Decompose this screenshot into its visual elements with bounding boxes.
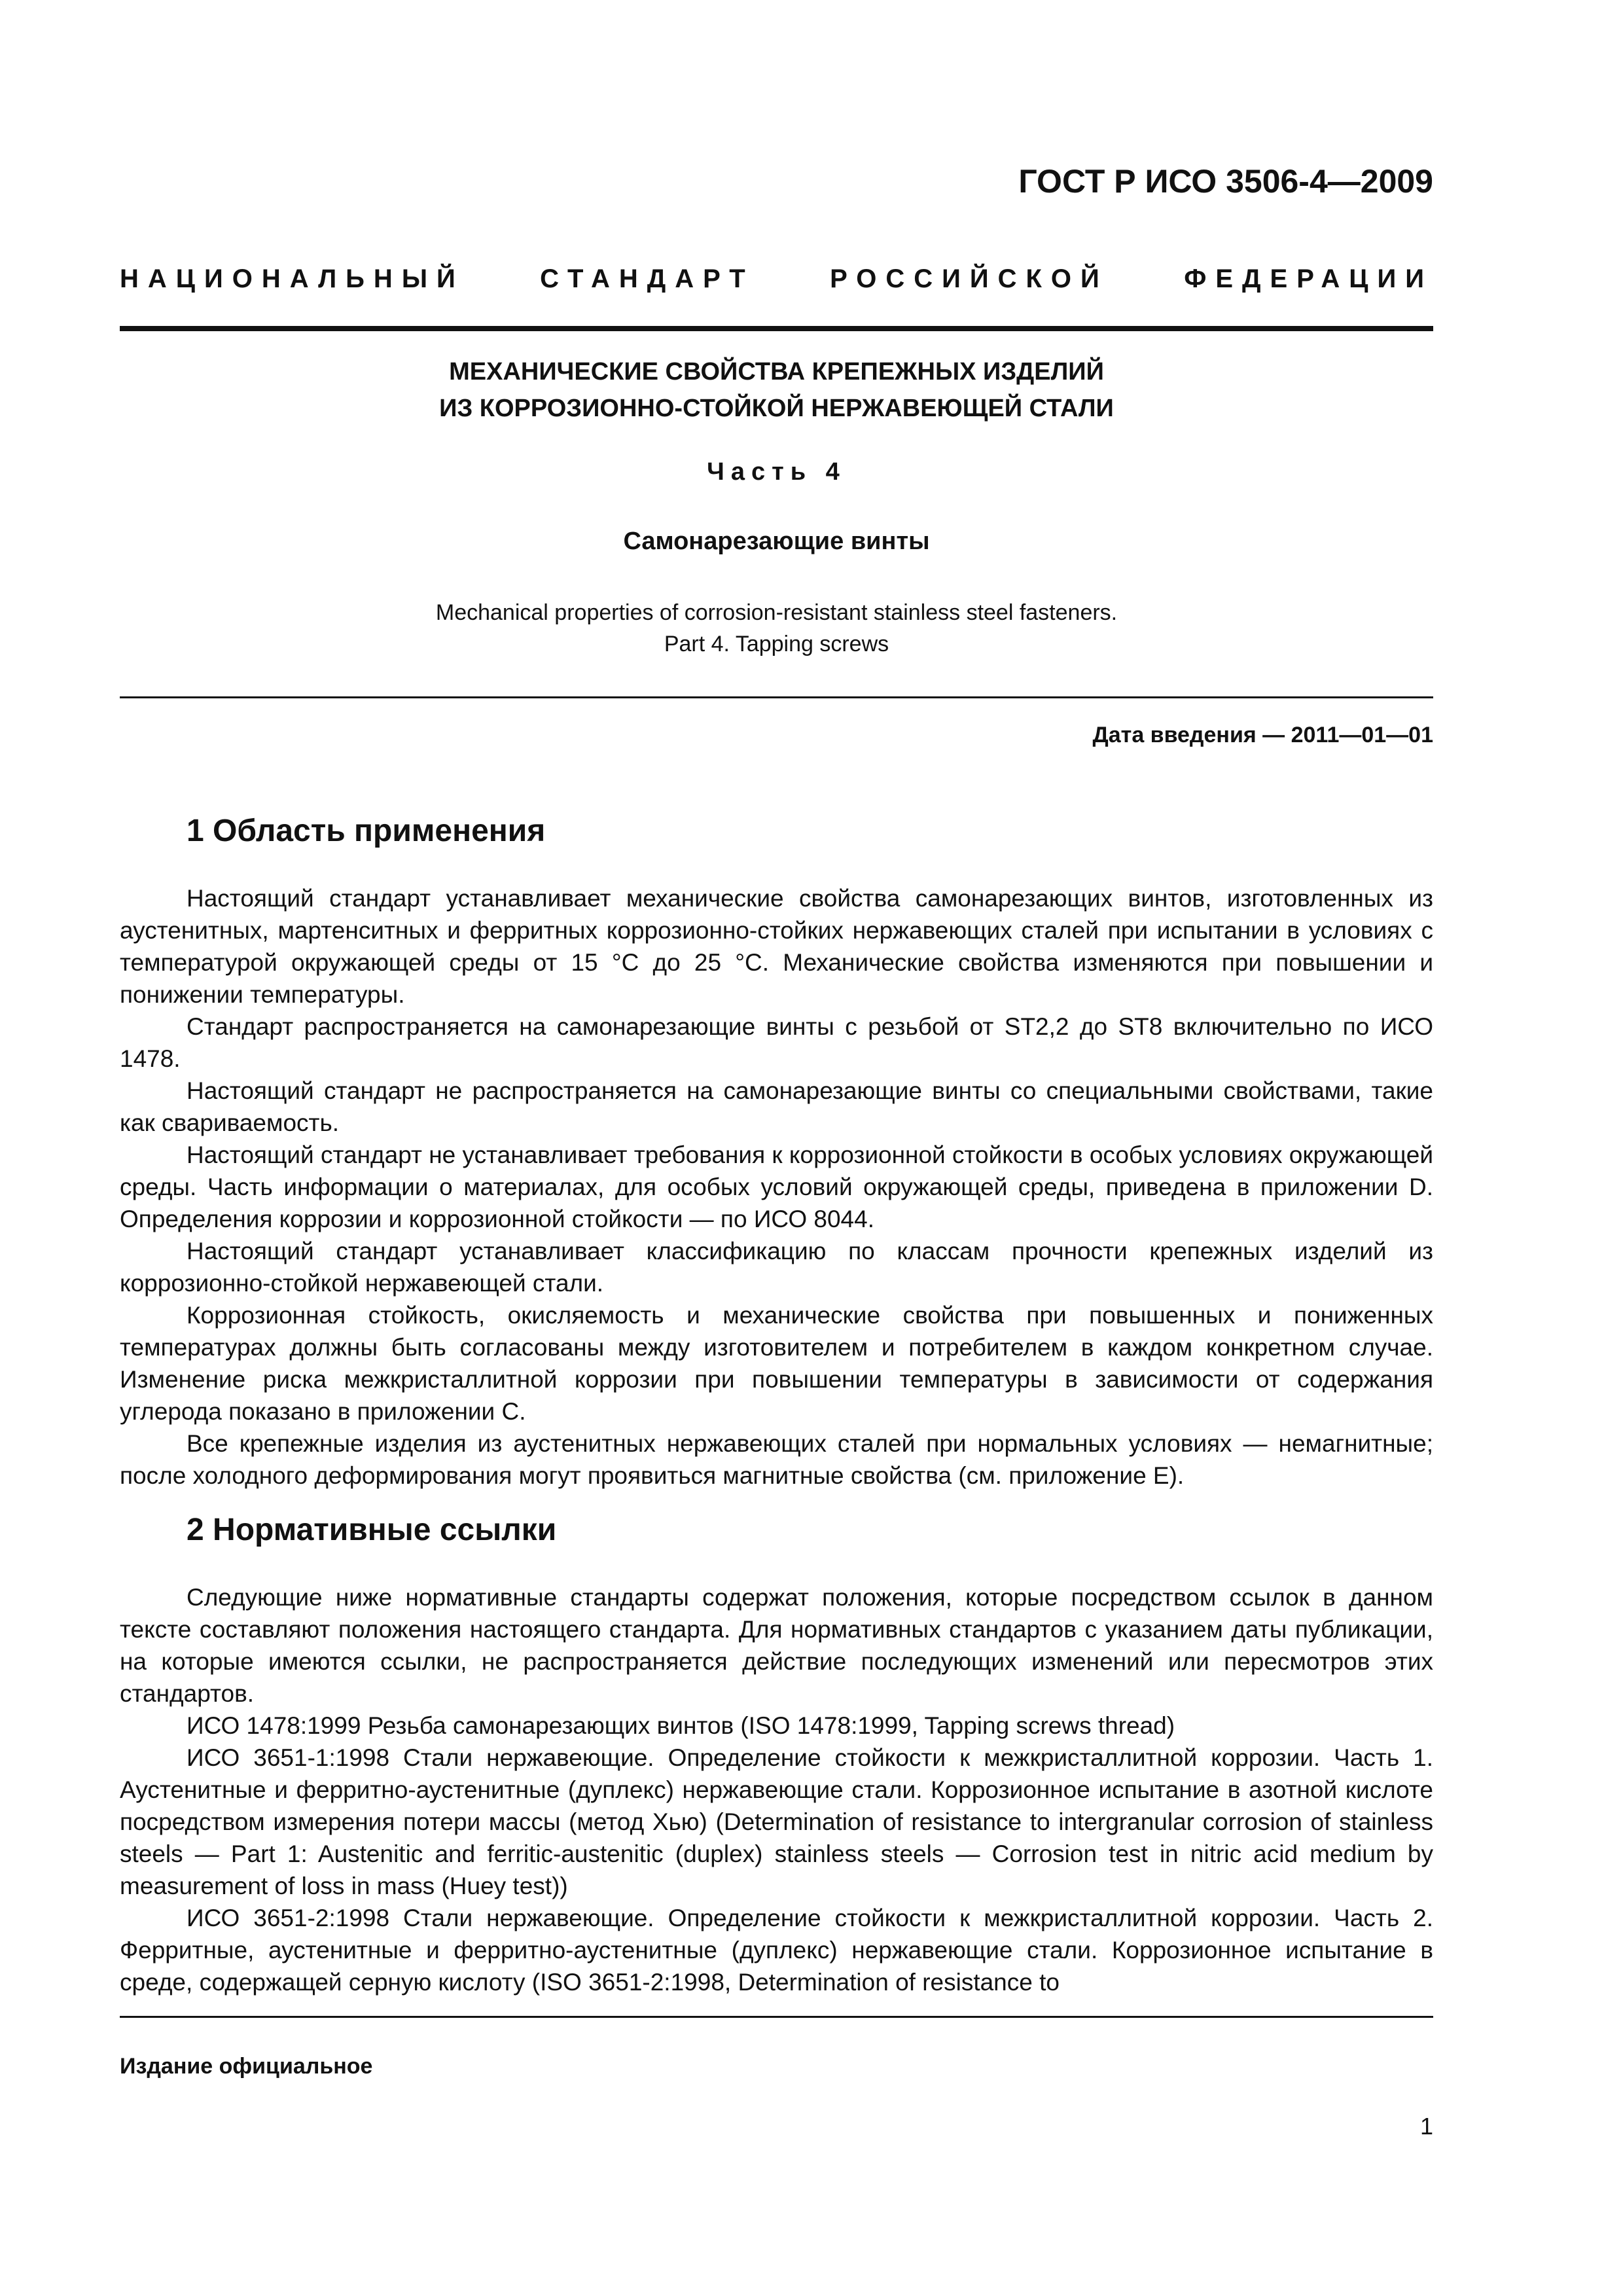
section-2-reference-iso-3651-1: ИСО 3651-1:1998 Стали нержавеющие. Определение стойкости к межкристаллитной коррозии. Часть 1. Аустенитные и ферритно-аустенитные (дуплекс) нержавеющие стали. Коррозионное испытание в азотной кислоте посредством измерения потери массы (метод Хью) (Determination of resistance to intergranular corrosion of stainless steels — Part 1: Austenitic and ferritic-austenitic (duplex) stainless steels — Corrosion test in nitric acid medium by measurement of loss in mass (Huey test))	[120, 1744, 1433, 1899]
section-1-paragraph-5: Настоящий стандарт устанавливает классификацию по классам прочности крепежных изделий из коррозионно-стойкой нержавеющей стали.	[120, 1238, 1433, 1297]
page-number: 1	[1419, 2113, 1433, 2140]
national-title-word-1: НАЦИОНАЛЬНЫЙ	[120, 264, 465, 293]
title-line-1: МЕХАНИЧЕСКИЕ СВОЙСТВА КРЕПЕЖНЫХ ИЗДЕЛИЙ	[449, 358, 1104, 386]
title-line-2: ИЗ КОРРОЗИОННО-СТОЙКОЙ НЕРЖАВЕЮЩЕЙ СТАЛИ	[439, 395, 1114, 422]
standard-number: ГОСТ Р ИСО 3506-4—2009	[1018, 163, 1433, 200]
footer-divider	[120, 2016, 1433, 2018]
section-2-reference-iso-3651-2: ИСО 3651-2:1998 Стали нержавеющие. Определение стойкости к межкристаллитной коррозии. Часть 2. Ферритные, аустенитные и ферритно-аустенитные (дуплекс) нержавеющие стали. Коррозионное испытание в среде, содержащей серную кислоту (ISO 3651-2:1998, Determination of resistance to	[120, 1905, 1433, 1996]
header-divider-thick	[120, 326, 1433, 331]
official-edition-label: Издание официальное	[120, 2054, 373, 2079]
document-subtitle: Самонарезающие винты	[623, 528, 930, 555]
english-title-line-2: Part 4. Tapping screws	[664, 632, 889, 656]
section-1-paragraph-7: Все крепежные изделия из аустенитных нержавеющих сталей при нормальных условиях — немагнитные; после холодного деформирования могут проявиться магнитные свойства (см. приложение Е).	[120, 1430, 1433, 1489]
section-2-reference-iso-1478: ИСО 1478:1999 Резьба самонарезающих винтов (ISO 1478:1999, Tapping screws thread)	[187, 1712, 1175, 1739]
national-standard-title	[120, 264, 1433, 294]
national-title-word-3: РОССИЙСКОЙ	[830, 264, 1109, 293]
section-2-paragraph-1: Следующие ниже нормативные стандарты содержат положения, которые посредством ссылок в данном тексте составляют положения настоящего стандарта. Для нормативных стандартов с указанием даты публикации, на которые имеются ссылки, не распространяется действие последующих изменений или пересмотров этих стандартов.	[120, 1584, 1433, 1707]
section-2-heading: 2 Нормативные ссылки	[187, 1513, 557, 1547]
document-title	[120, 353, 1433, 427]
section-1-paragraph-1: Настоящий стандарт устанавливает механические свойства самонарезающих винтов, изготовленных из аустенитных, мартенситных и ферритных коррозионно-стойких нержавеющих сталей при испытании в условиях с температурой окружающей среды от 15 °С до 25 °С. Механические свойства изменяются при повышении и понижении температуры.	[120, 885, 1433, 1008]
section-1-paragraph-3: Настоящий стандарт не распространяется на самонарезающие винты со специальными свойствами, такие как свариваемость.	[120, 1077, 1433, 1136]
introduction-date: Дата введения — 2011—01—01	[1092, 723, 1433, 747]
section-1-paragraph-4: Настоящий стандарт не устанавливает требования к коррозионной стойкости в особых условиях окружающей среды. Часть информации о материалах, для особых условий окружающей среды, приведена в приложении D. Определения коррозии и коррозионной стойкости — по ИСО 8044.	[120, 1141, 1433, 1232]
english-title-line-1: Mechanical properties of corrosion-resistant stainless steel fasteners.	[435, 600, 1118, 625]
title-divider	[120, 696, 1433, 698]
section-1-paragraph-2: Стандарт распространяется на самонарезающие винты с резьбой от ST2,2 до ST8 включительно по ИСО 1478.	[120, 1013, 1433, 1072]
english-title	[120, 597, 1433, 660]
section-1-heading: 1 Область применения	[187, 814, 546, 848]
part-label: Часть 4	[707, 458, 846, 486]
national-title-word-2: СТАНДАРТ	[540, 264, 755, 293]
section-1-paragraph-6: Коррозионная стойкость, окисляемость и механические свойства при повышенных и пониженных температурах должны быть согласованы между изготовителем и потребителем в каждом конкретном случае. Изменение риска межкристаллитной коррозии при повышении температуры в зависимости от содержания углерода показано в приложении С.	[120, 1302, 1433, 1425]
national-title-word-4: ФЕДЕРАЦИИ	[1184, 264, 1433, 293]
